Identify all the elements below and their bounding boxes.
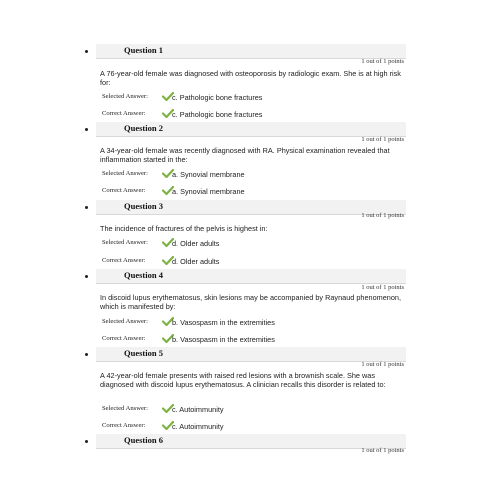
correct-answer-text: c. Autoimmunity [172,422,224,431]
selected-answer-label: Selected Answer: [102,93,148,100]
question-text: A 42-year-old female presents with raised red lesions with a brownish scale. She was diagnosed with discoid lupus erythematosus. A clinician recalls this disorder is related to: [100,371,386,389]
question-header [96,122,406,137]
selected-answer-text: b. Vasospasm in the extremities [172,318,275,327]
selected-answer-text: c. Pathologic bone fractures [172,93,263,102]
correct-answer-label: Correct Answer: [102,110,146,117]
selected-answer-text: d. Older adults [172,239,220,248]
question-header [96,434,406,449]
question-title: Question 5 [124,348,163,358]
question-title: Question 1 [124,45,163,55]
bullet-icon [85,440,88,443]
question-title: Question 2 [124,123,163,133]
selected-answer-label: Selected Answer: [102,318,148,325]
bullet-icon [85,353,88,356]
question-title: Question 4 [124,270,163,280]
correct-answer-text: b. Vasospasm in the extremities [172,335,275,344]
bullet-icon [85,275,88,278]
question-title: Question 6 [124,435,163,445]
bullet-icon [85,206,88,209]
selected-answer-label: Selected Answer: [102,170,148,177]
bullet-icon [85,50,88,53]
question-text: The incidence of fractures of the pelvis is highest in: [100,224,268,233]
correct-answer-label: Correct Answer: [102,422,146,429]
question-header [96,200,406,215]
question-header [96,44,406,59]
question-title: Question 3 [124,201,163,211]
points-score: 1 out of 1 points [361,361,404,368]
points-score: 1 out of 1 points [361,284,404,291]
selected-answer-label: Selected Answer: [102,239,148,246]
question-header [96,269,406,284]
correct-answer-text: a. Synovial membrane [172,187,245,196]
question-text: A 76-year-old female was diagnosed with osteoporosis by radiologic exam. She is at high risk for: [100,69,401,87]
correct-answer-text: d. Older adults [172,257,220,266]
correct-answer-label: Correct Answer: [102,187,146,194]
correct-answer-text: c. Pathologic bone fractures [172,110,263,119]
selected-answer-text: a. Synovial membrane [172,170,245,179]
question-text: In discoid lupus erythematosus, skin lesions may be accompanied by Raynaud phenomenon, which is manifested by: [100,293,401,311]
selected-answer-text: c. Autoimmunity [172,405,224,414]
points-score: 1 out of 1 points [361,447,404,454]
question-header [96,347,406,362]
points-score: 1 out of 1 points [361,58,404,65]
bullet-icon [85,128,88,131]
question-text: A 34-year-old female was recently diagnosed with RA. Physical examination revealed that inflammation started in the: [100,146,390,164]
correct-answer-label: Correct Answer: [102,257,146,264]
correct-answer-label: Correct Answer: [102,335,146,342]
selected-answer-label: Selected Answer: [102,405,148,412]
points-score: 1 out of 1 points [361,136,404,143]
points-score: 1 out of 1 points [361,212,404,219]
